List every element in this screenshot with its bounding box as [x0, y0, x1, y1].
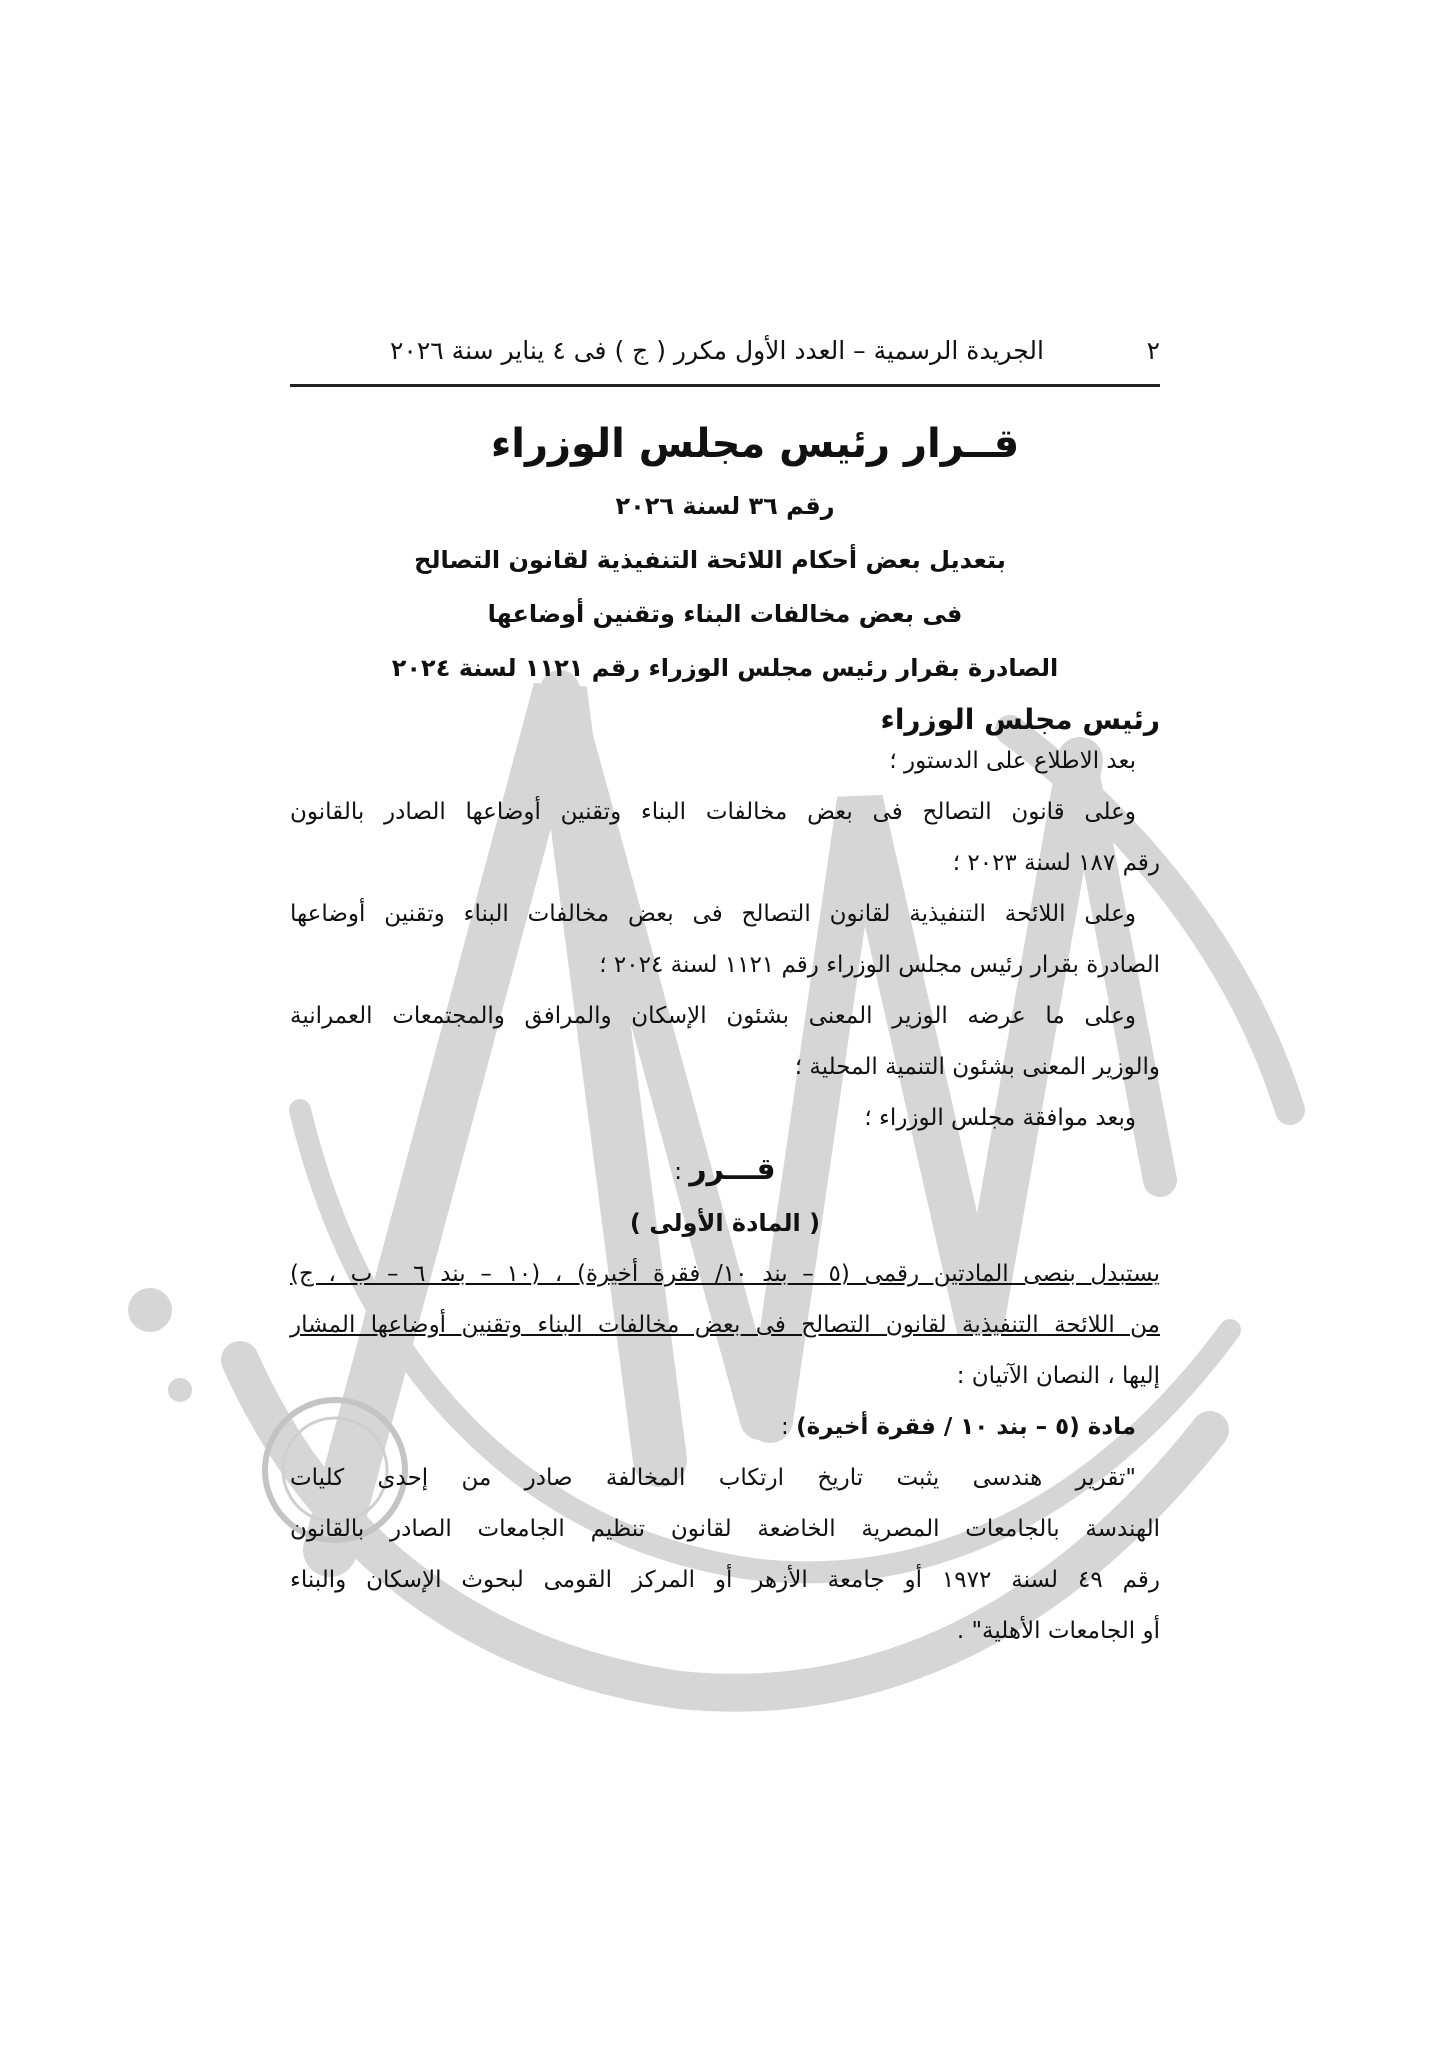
preamble-line: رقم ١٨٧ لسنة ٢٠٢٣ ؛	[952, 850, 1160, 876]
preamble-line: وعلى اللائحة التنفيذية لقانون التصالح فى بعض مخالفات البناء وتقنين أوضاعها	[290, 901, 1136, 927]
issuer-heading: رئيس مجلس الوزراء	[880, 703, 1160, 736]
article-1-line: إليها ، النصان الآتيان :	[956, 1363, 1160, 1389]
subject-line-1: بتعديل بعض أحكام اللائحة التنفيذية لقانون التصالح	[414, 546, 1006, 574]
decree-title: قــرار رئيس مجلس الوزراء	[490, 421, 1020, 467]
decided-heading: قـــرر	[689, 1152, 776, 1187]
quote-line: رقم ٤٩ لسنة ١٩٧٢ أو جامعة الأزهر أو المركز القومى لبحوث الإسكان والبناء	[290, 1567, 1161, 1593]
subject-line-3: الصادرة بقرار رئيس مجلس الوزراء رقم ١١٢١ لسنة ٢٠٢٤	[391, 654, 1059, 682]
publication-line: الجريدة الرسمية – العدد الأول مكرر ( ج ) فى ٤ يناير سنة ٢٠٢٦	[390, 336, 1044, 365]
preamble-line: والوزير المعنى بشئون التنمية المحلية ؛	[794, 1054, 1160, 1080]
document-page	[290, 330, 1160, 1657]
quote-line: "تقرير هندسى يثبت تاريخ ارتكاب المخالفة صادر من إحدى كليات	[290, 1465, 1136, 1491]
subject-line-2: فى بعض مخالفات البناء وتقنين أوضاعها	[487, 600, 963, 628]
article-1-line: من اللائحة التنفيذية لقانون التصالح فى بعض مخالفات البناء وتقنين أوضاعها المشار	[290, 1312, 1160, 1338]
decree-number: رقم ٣٦ لسنة ٢٠٢٦	[615, 492, 835, 520]
page-number: ٢	[1146, 336, 1160, 365]
preamble-line: وعلى قانون التصالح فى بعض مخالفات البناء وتقنين أوضاعها الصادر بالقانون	[290, 799, 1136, 825]
preamble-line: وبعد موافقة مجلس الوزراء ؛	[864, 1105, 1136, 1131]
quote-line: الهندسة بالجامعات المصرية الخاضعة لقانون تنظيم الجامعات الصادر بالقانون	[290, 1516, 1160, 1542]
preamble-line: الصادرة بقرار رئيس مجلس الوزراء رقم ١١٢١ لسنة ٢٠٢٤ ؛	[599, 952, 1160, 978]
preamble-line: وعلى ما عرضه الوزير المعنى بشئون الإسكان والمرافق والمجتمعات العمرانية	[290, 1003, 1136, 1029]
preamble-line: بعد الاطلاع على الدستور ؛	[889, 748, 1136, 774]
quote-line: أو الجامعات الأهلية" .	[956, 1618, 1160, 1644]
running-header	[290, 330, 1160, 376]
header-rule	[290, 384, 1160, 387]
sub-article-heading: مادة (٥ – بند ١٠ / فقرة أخيرة)	[796, 1414, 1136, 1440]
article-1-line: يستبدل بنصى المادتين رقمى (٥ – بند ١٠/ فقرة أخيرة) ، (١٠ – بند ٦ – ب ، ج)	[290, 1261, 1161, 1287]
decided-colon: :	[674, 1159, 683, 1185]
sub-article-colon: :	[781, 1414, 789, 1440]
article-1-heading: ( المادة الأولى )	[629, 1209, 821, 1237]
